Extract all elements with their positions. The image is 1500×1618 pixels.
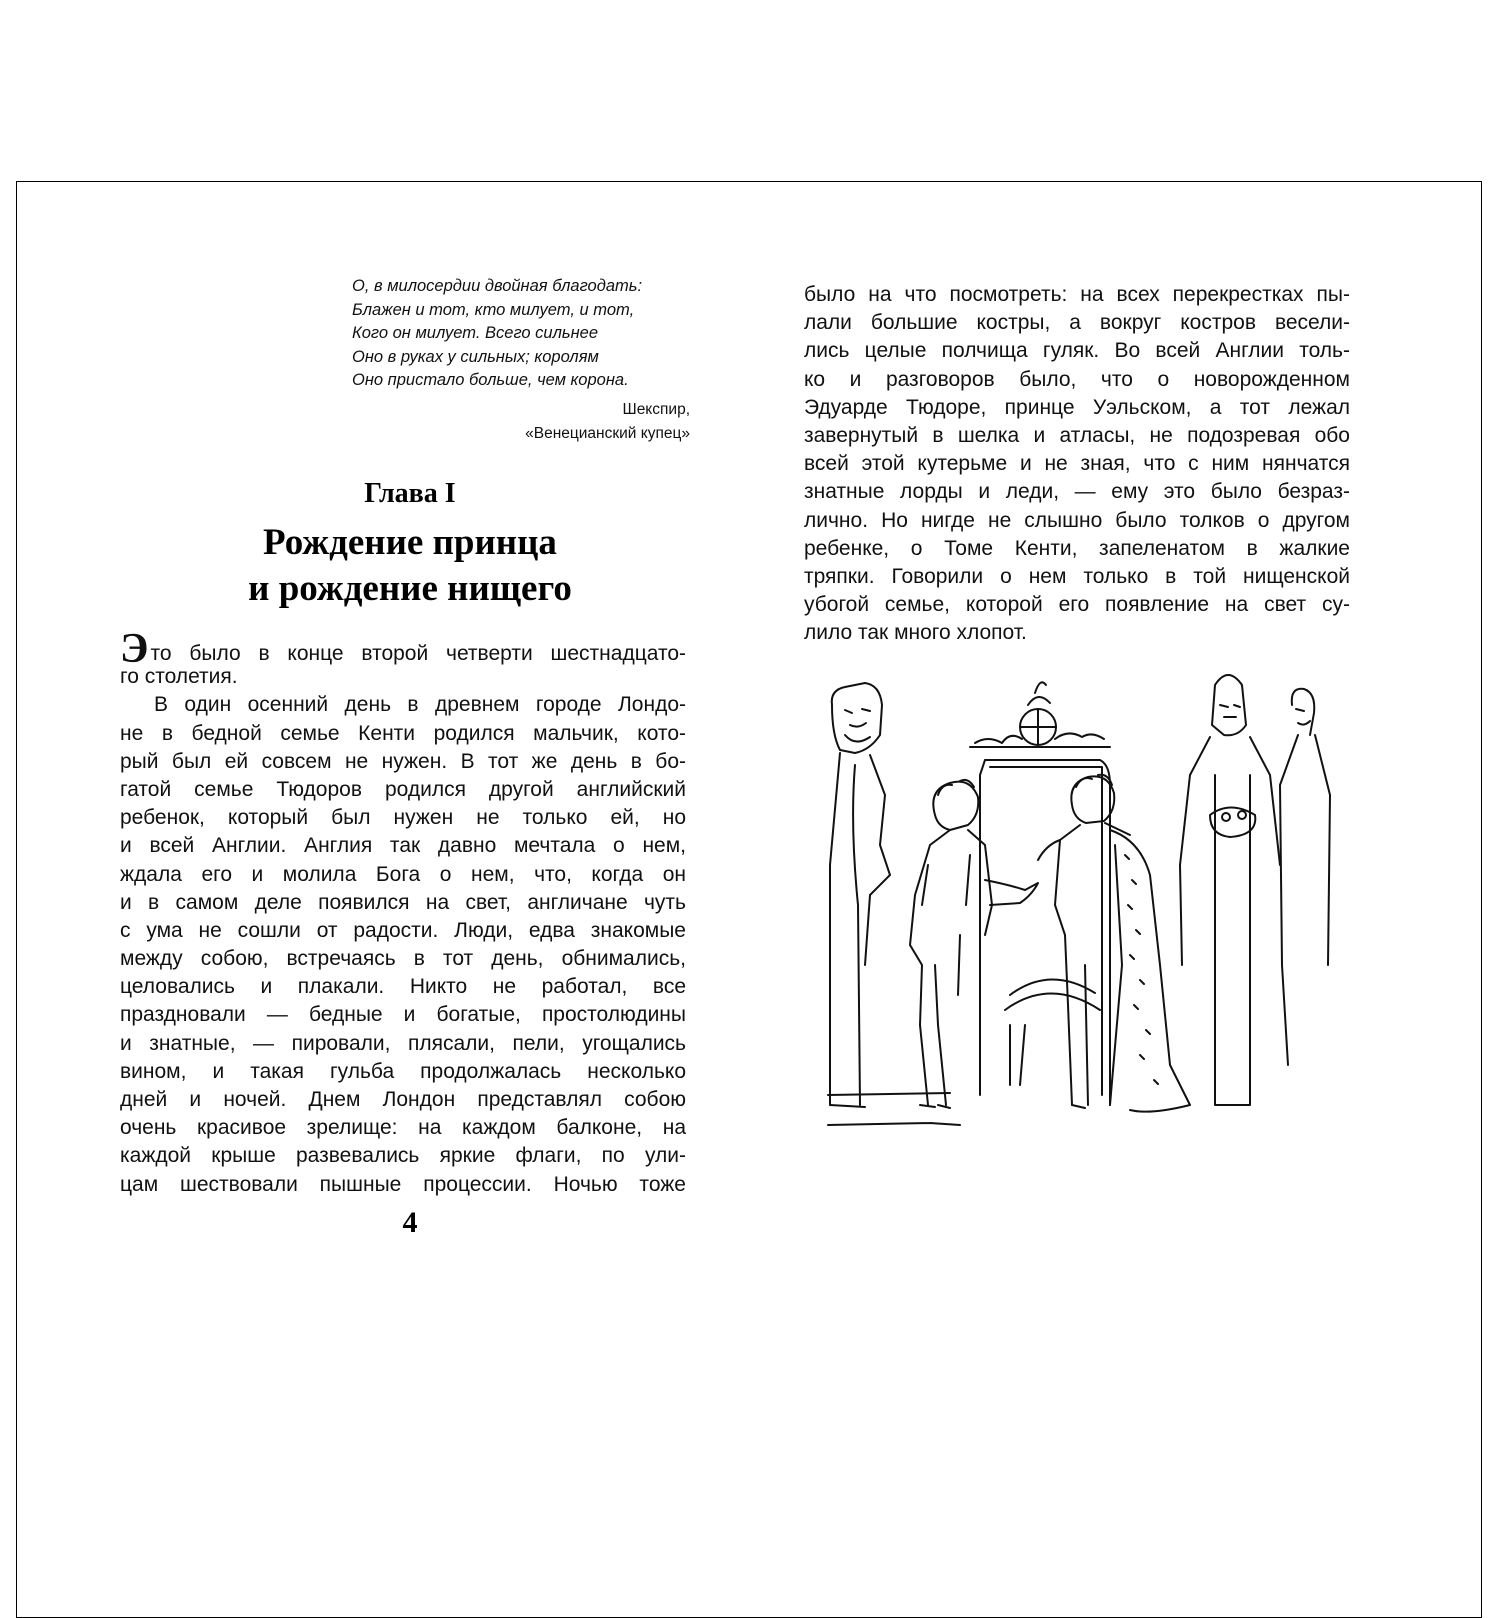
text-line: праздновали — бедные и богатые, простолюдины [120, 1003, 686, 1027]
epigraph-attribution [525, 398, 690, 446]
text-line: лись целые полчища гуляк. Во всей Англии толь- [804, 339, 1350, 363]
epigraph-line: Оно в руках у сильных; королям [352, 347, 599, 366]
attendant-figure [1280, 689, 1330, 1065]
text-line: ребенке, о Томе Кенти, запеленатом в жалкие [804, 536, 1350, 560]
drop-cap: Э [120, 626, 149, 672]
illustration-prince-and-pauper [810, 665, 1355, 1185]
text-line: дней и ночей. Днем Лондон представлял собою [120, 1088, 686, 1111]
statue-figure [830, 683, 890, 1107]
epigraph-line: Блажен и тот, кто милует, и тот, [352, 300, 635, 319]
text-line: каждой крыше развевались яркие флаги, по ули- [120, 1144, 686, 1168]
text-line: цам шествовали пышные процессии. Ночью тоже [120, 1172, 686, 1196]
text-line: ко и разговоров было, что о новорожденном [804, 367, 1350, 391]
text-line: гатой семье Тюдоров родился другой английский [120, 777, 686, 801]
epigraph-author: Шекспир, [622, 401, 690, 418]
pauper-boy-figure [910, 780, 1038, 1108]
prince-figure [1038, 775, 1190, 1112]
text-line: го столетия. [120, 665, 238, 689]
epigraph-line: О, в милосердии двойная благодать: [352, 277, 643, 295]
chapter-label: Глава I [364, 478, 456, 509]
text-line: с ума не сошли от радости. Люди, едва знакомые [120, 918, 686, 942]
text-line: ребенок, который был нужен не только ей, но [120, 806, 686, 830]
text-line: знатные лорды и леди, — ему это было безраз- [804, 480, 1350, 504]
text-line: тряпки. Говорили о нем только в той нищенской [804, 564, 1350, 588]
chapter-title [120, 520, 700, 612]
text-line: лило так много хлопот. [804, 621, 1027, 645]
text-line: очень красивое зрелище: на каждом балконе, на [120, 1116, 686, 1140]
bishop-figure [1180, 675, 1280, 1105]
text-line: и всей Англии. Англия так давно мечтала о нем, [120, 834, 686, 858]
epigraph-line: Оно пристало больше, чем корона. [352, 371, 629, 389]
epigraph [352, 275, 692, 393]
right-column-text [804, 281, 1350, 647]
text-line: между собою, встречаясь в тот день, обнимались, [120, 947, 686, 971]
text-line: было на что посмотреть: на всех перекрестках пы- [804, 283, 1350, 306]
text-line: Эдуарде Тюдоре, принце Уэльском, а тот лежал [804, 395, 1350, 419]
text-line: целовались и плакали. Никто не работал, все [120, 975, 686, 999]
chapter-title-line: и рождение нищего [248, 568, 572, 609]
text-line: всей этой кутерьме и не зная, что с ним нянчатся [804, 452, 1350, 476]
floor-lines [828, 1093, 960, 1125]
text-line: не в бедной семье Кенти родился мальчик, кото- [120, 721, 686, 745]
chapter-title-line: Рождение принца [263, 522, 557, 563]
text-line [120, 626, 686, 672]
text-line: завернутый в шелка и атласы, не подозревая обо [804, 423, 1350, 447]
text-line: лично. Но нигде не слышно было толков о другом [804, 508, 1350, 532]
text-line: вином, и такая гульба продолжалась несколько [120, 1059, 686, 1083]
text-line: лали большие костры, а вокруг костров весели- [804, 311, 1350, 335]
text-line: и знатные, — пировали, плясали, пели, угощались [120, 1031, 686, 1055]
text-line: В один осенний день в древнем городе Лондо- [154, 693, 686, 717]
text-line: убогой семье, которой его появление на свет су- [804, 593, 1350, 617]
epigraph-line: Кого он милует. Всего сильнее [352, 324, 599, 342]
text-line-content: то было в конце второй четверти шестнадцато- [150, 642, 686, 665]
text-line: ждала его и молила Бога о нем, что, когда он [120, 862, 686, 886]
text-line: рый был ей совсем не нужен. В тот же день в бо- [120, 749, 686, 773]
epigraph-source: «Венецианский купец» [525, 425, 690, 442]
text-line: и в самом деле появился на свет, англичане чуть [120, 890, 686, 914]
page-number: 4 [402, 1206, 418, 1239]
left-column-text [120, 626, 686, 1199]
